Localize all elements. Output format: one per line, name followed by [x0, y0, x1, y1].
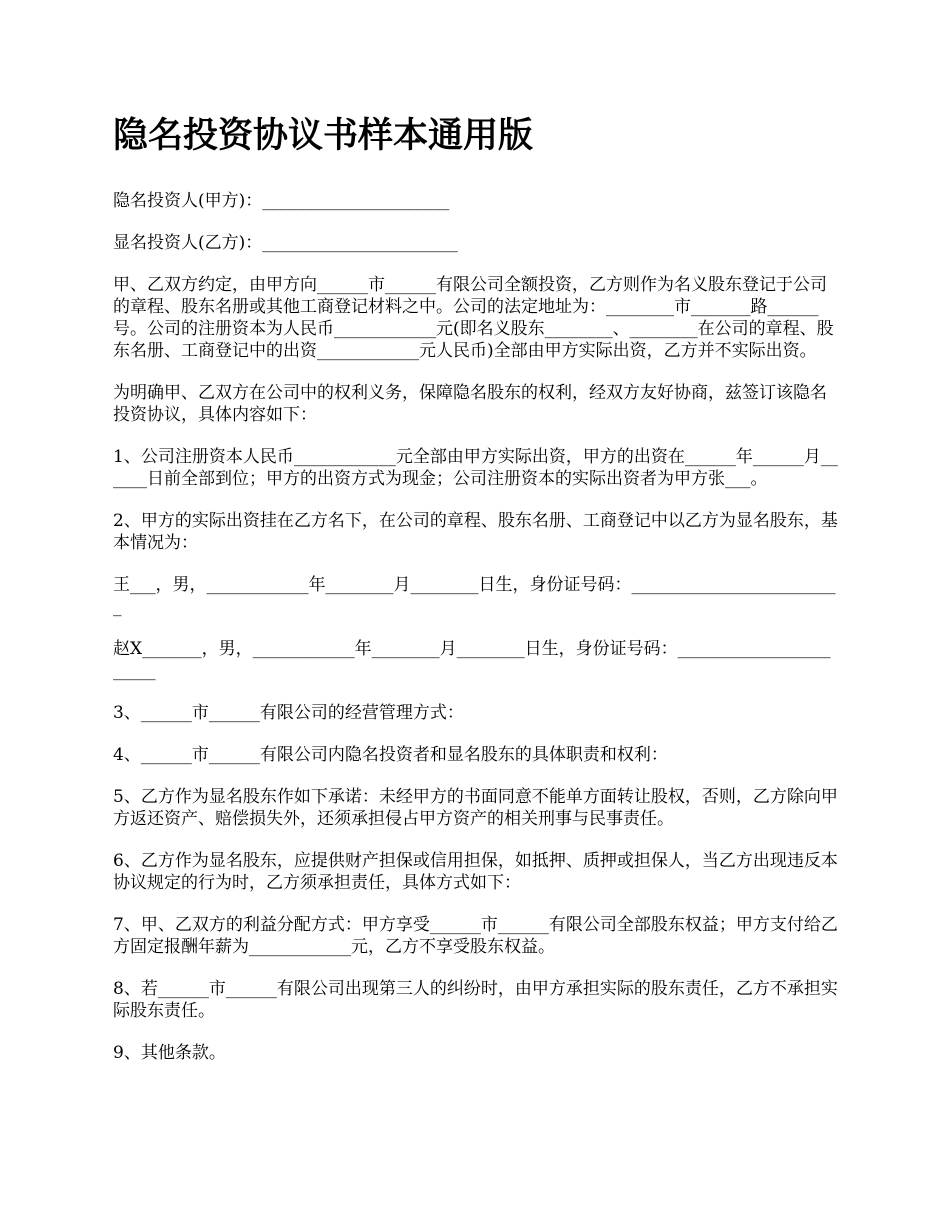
shareholder-wang-line: 王___，男，____________年________月________日生，身份证号码：_________________________ [113, 575, 836, 617]
clause-4: 4、______市______有限公司内隐名投资者和显名股东的具体职责和权利： [113, 745, 668, 765]
clause-7: 7、甲、乙双方的利益分配方式：甲方享受______市______有限公司全部股东权益；甲方支付给乙方固定报酬年薪为____________元，乙方不享受股东权益。 [113, 915, 838, 957]
shareholder-zhao-line: 赵X_______，男，____________年________月________日生，身份证号码：_______________________ [113, 639, 831, 681]
clause-8: 8、若______市______有限公司出现第三人的纠纷时，由甲方承担实际的股东责任，乙方不承担实际股东责任。 [113, 979, 838, 1021]
clause-3: 3、______市______有限公司的经营管理方式： [113, 703, 464, 723]
agreement-intro-paragraph: 甲、乙双方约定，由甲方向______市______有限公司全额投资，乙方则作为名义股东登记于公司的章程、股东名册或其他工商登记材料之中。公司的法定地址为：________市_______路______号。公司的注册资本为人民币____________元(即名义股东________、________在公司的章程、股东名册、工商登记中的出资____________元人民币)全部由甲方实际出资，乙方并不实际出资。 [113, 275, 834, 361]
document-page [113, 110, 838, 1084]
purpose-paragraph: 为明确甲、乙双方在公司中的权利义务，保障隐名股东的权利，经双方友好协商，兹签订该隐名投资协议，具体内容如下： [113, 383, 827, 425]
clause-5: 5、乙方作为显名股东作如下承诺：未经甲方的书面同意不能单方面转让股权，否则，乙方除向甲方返还资产、赔偿损失外，还须承担侵占甲方资产的相关刑事与民事责任。 [113, 787, 838, 829]
party-a-line: 隐名投资人(甲方)：______________________ [113, 191, 450, 211]
clause-2: 2、甲方的实际出资挂在乙方名下，在公司的章程、股东名册、工商登记中以乙方为显名股东，基本情况为： [113, 511, 838, 553]
clause-9: 9、其他条款。 [113, 1043, 226, 1063]
clause-6: 6、乙方作为显名股东，应提供财产担保或信用担保，如抵押、质押或担保人，当乙方出现违反本协议规定的行为时，乙方须承担责任，具体方式如下： [113, 851, 838, 893]
document-title: 隐名投资协议书样本通用版 [113, 115, 534, 156]
party-b-line: 显名投资人(乙方)：_______________________ [113, 233, 458, 253]
clause-1: 1、公司注册资本人民币____________元全部由甲方实际出资，甲方的出资在______年______月______日前全部到位；甲方的出资方式为现金；公司注册资本的实际出资者为甲方张___。 [113, 447, 838, 489]
